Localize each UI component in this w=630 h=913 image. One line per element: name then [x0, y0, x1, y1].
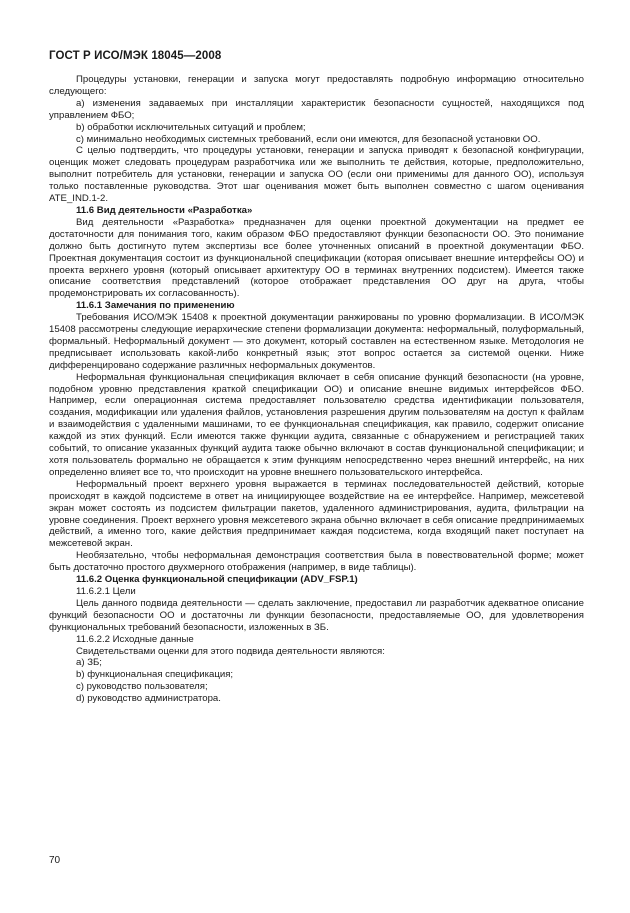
subsection-heading: 11.6.2.2 Исходные данные [76, 633, 194, 645]
paragraph: Цель данного подвида деятельности — сделать заключение, предоставил ли разработчик адекватное описание функций безопасности ОО и достаточны ли функции безопасности, предоставляемые ОО, для удовлетворения функциональных требований безопасности, изложенных в ЗБ. [49, 597, 584, 633]
list-item: c) минимально необходимых системных требований, если они имеются, для безопасной установки ОО. [76, 133, 541, 145]
section-heading: 11.6 Вид деятельности «Разработка» [76, 204, 253, 216]
list-item: a) ЗБ; [76, 657, 102, 669]
paragraph: Неформальный проект верхнего уровня выражается в терминах последовательностей действий, которые происходят в каждой подсистеме в ответ на инициирующее воздействие на ее интерфейсе. Например, межсетевой экран может состоять из подсистем фильтрации пакетов, удаленного администрирования, аудита, фильтрации на уровне соединения. Проект верхнего уровня межсетевого экрана обычно включает в себя описание предпринимаемых действий, а именно того, какие действия предпринимает каждая подсистема, когда входящий пакет поступает на межсетевой экран. [49, 478, 584, 550]
list-item: d) руководство администратора. [76, 693, 221, 705]
paragraph: Свидетельствами оценки для этого подвида деятельности являются: [76, 645, 385, 657]
list-item: b) обработки исключительных ситуаций и проблем; [76, 121, 306, 133]
page-content [49, 74, 584, 705]
list-item: c) руководство пользователя; [76, 681, 208, 693]
section-heading: 11.6.2 Оценка функциональной спецификации (ADV_FSP.1) [76, 574, 358, 586]
paragraph: Неформальная функциональная спецификация включает в себя описание функций безопасности (на уровне, подобном уровню представления краткой спецификации ОО) и описание внешне видимых интерфейсов ФБО. Например, если операционная система предоставляет пользователю средства идентификации пользователя, создания, модификации или удаления файлов, установления разрешения другим пользователям на доступ к файлам и взаимодействия с удаленными машинами, то ее функциональная спецификация, как правило, содержит описание каждой из этих функций. Если имеются также функции аудита, связанные с обнаружением и регистрацией таких событий, то описание указанных функций аудита также обычно включают в состав функциональной спецификации; и хотя пользователь формально не обращается к этим функциям непосредственно через внешний интерфейс, на них определенно влияет все то, что происходит на уровне внешнего пользовательского интерфейса. [49, 371, 584, 478]
paragraph: Требования ИСО/МЭК 15408 к проектной документации ранжированы по уровню формализации. В ИСО/МЭК 15408 рассмотрены следующие иерархические степени формализации документа: неформальный, полуформальный, формальный. Неформальный документ — это документ, который составлен на естественном языке. Методология не предписывает использовать какой-либо конкретный язык; этот вопрос остается за системой оценки. Ниже дифференцировано содержание различных неформальных документов. [49, 312, 584, 371]
section-heading: 11.6.1 Замечания по применению [76, 300, 235, 312]
paragraph: С целью подтвердить, что процедуры установки, генерации и запуска приводят к безопасной конфигурации, оценщик может следовать процедурам разработчика или же выполнить те действия, которые, предположительно, выполнит потребитель для установки, генерации и запуска ОО (если они применимы для данного ОО), используя только поставленные руководства. Этот шаг оценивания может быть выполнен совместно с шагом оценивания ATE_IND.1-2. [49, 145, 584, 205]
paragraph: Необязательно, чтобы неформальная демонстрация соответствия была в повествовательной форме; может быть достаточно простого двухмерного отображения (например, в виде таблицы). [49, 550, 584, 574]
standard-header: ГОСТ Р ИСО/МЭК 18045—2008 [49, 50, 222, 62]
subsection-heading: 11.6.2.1 Цели [76, 585, 136, 597]
page-number: 70 [49, 855, 61, 866]
paragraph: Процедуры установки, генерации и запуска могут предоставлять подробную информацию относительно следующего: [49, 74, 584, 97]
list-item: b) функциональная спецификация; [76, 669, 234, 681]
paragraph: Вид деятельности «Разработка» предназначен для оценки проектной документации на предмет ее достаточности для понимания того, каким образом ФБО предоставляют функции безопасности ОО. Это понимание должно быть достигнуто путем экспертизы все более уточненных описаний в проектной документации ФБО. Проектная документация состоит из функциональной спецификации (которая описывает внешние интерфейсы ОО) и проекта верхнего уровня (который описывает архитектуру ОО в терминах внутренних подсистем). Имеется также описание соответствия представлений (которое отображает представления ОО друг на друга, чтобы продемонстрировать их согласованность). [49, 216, 584, 300]
list-item: а) изменения задаваемых при инсталляции характеристик безопасности сущностей, находящихся под управлением ФБО; [49, 97, 584, 121]
